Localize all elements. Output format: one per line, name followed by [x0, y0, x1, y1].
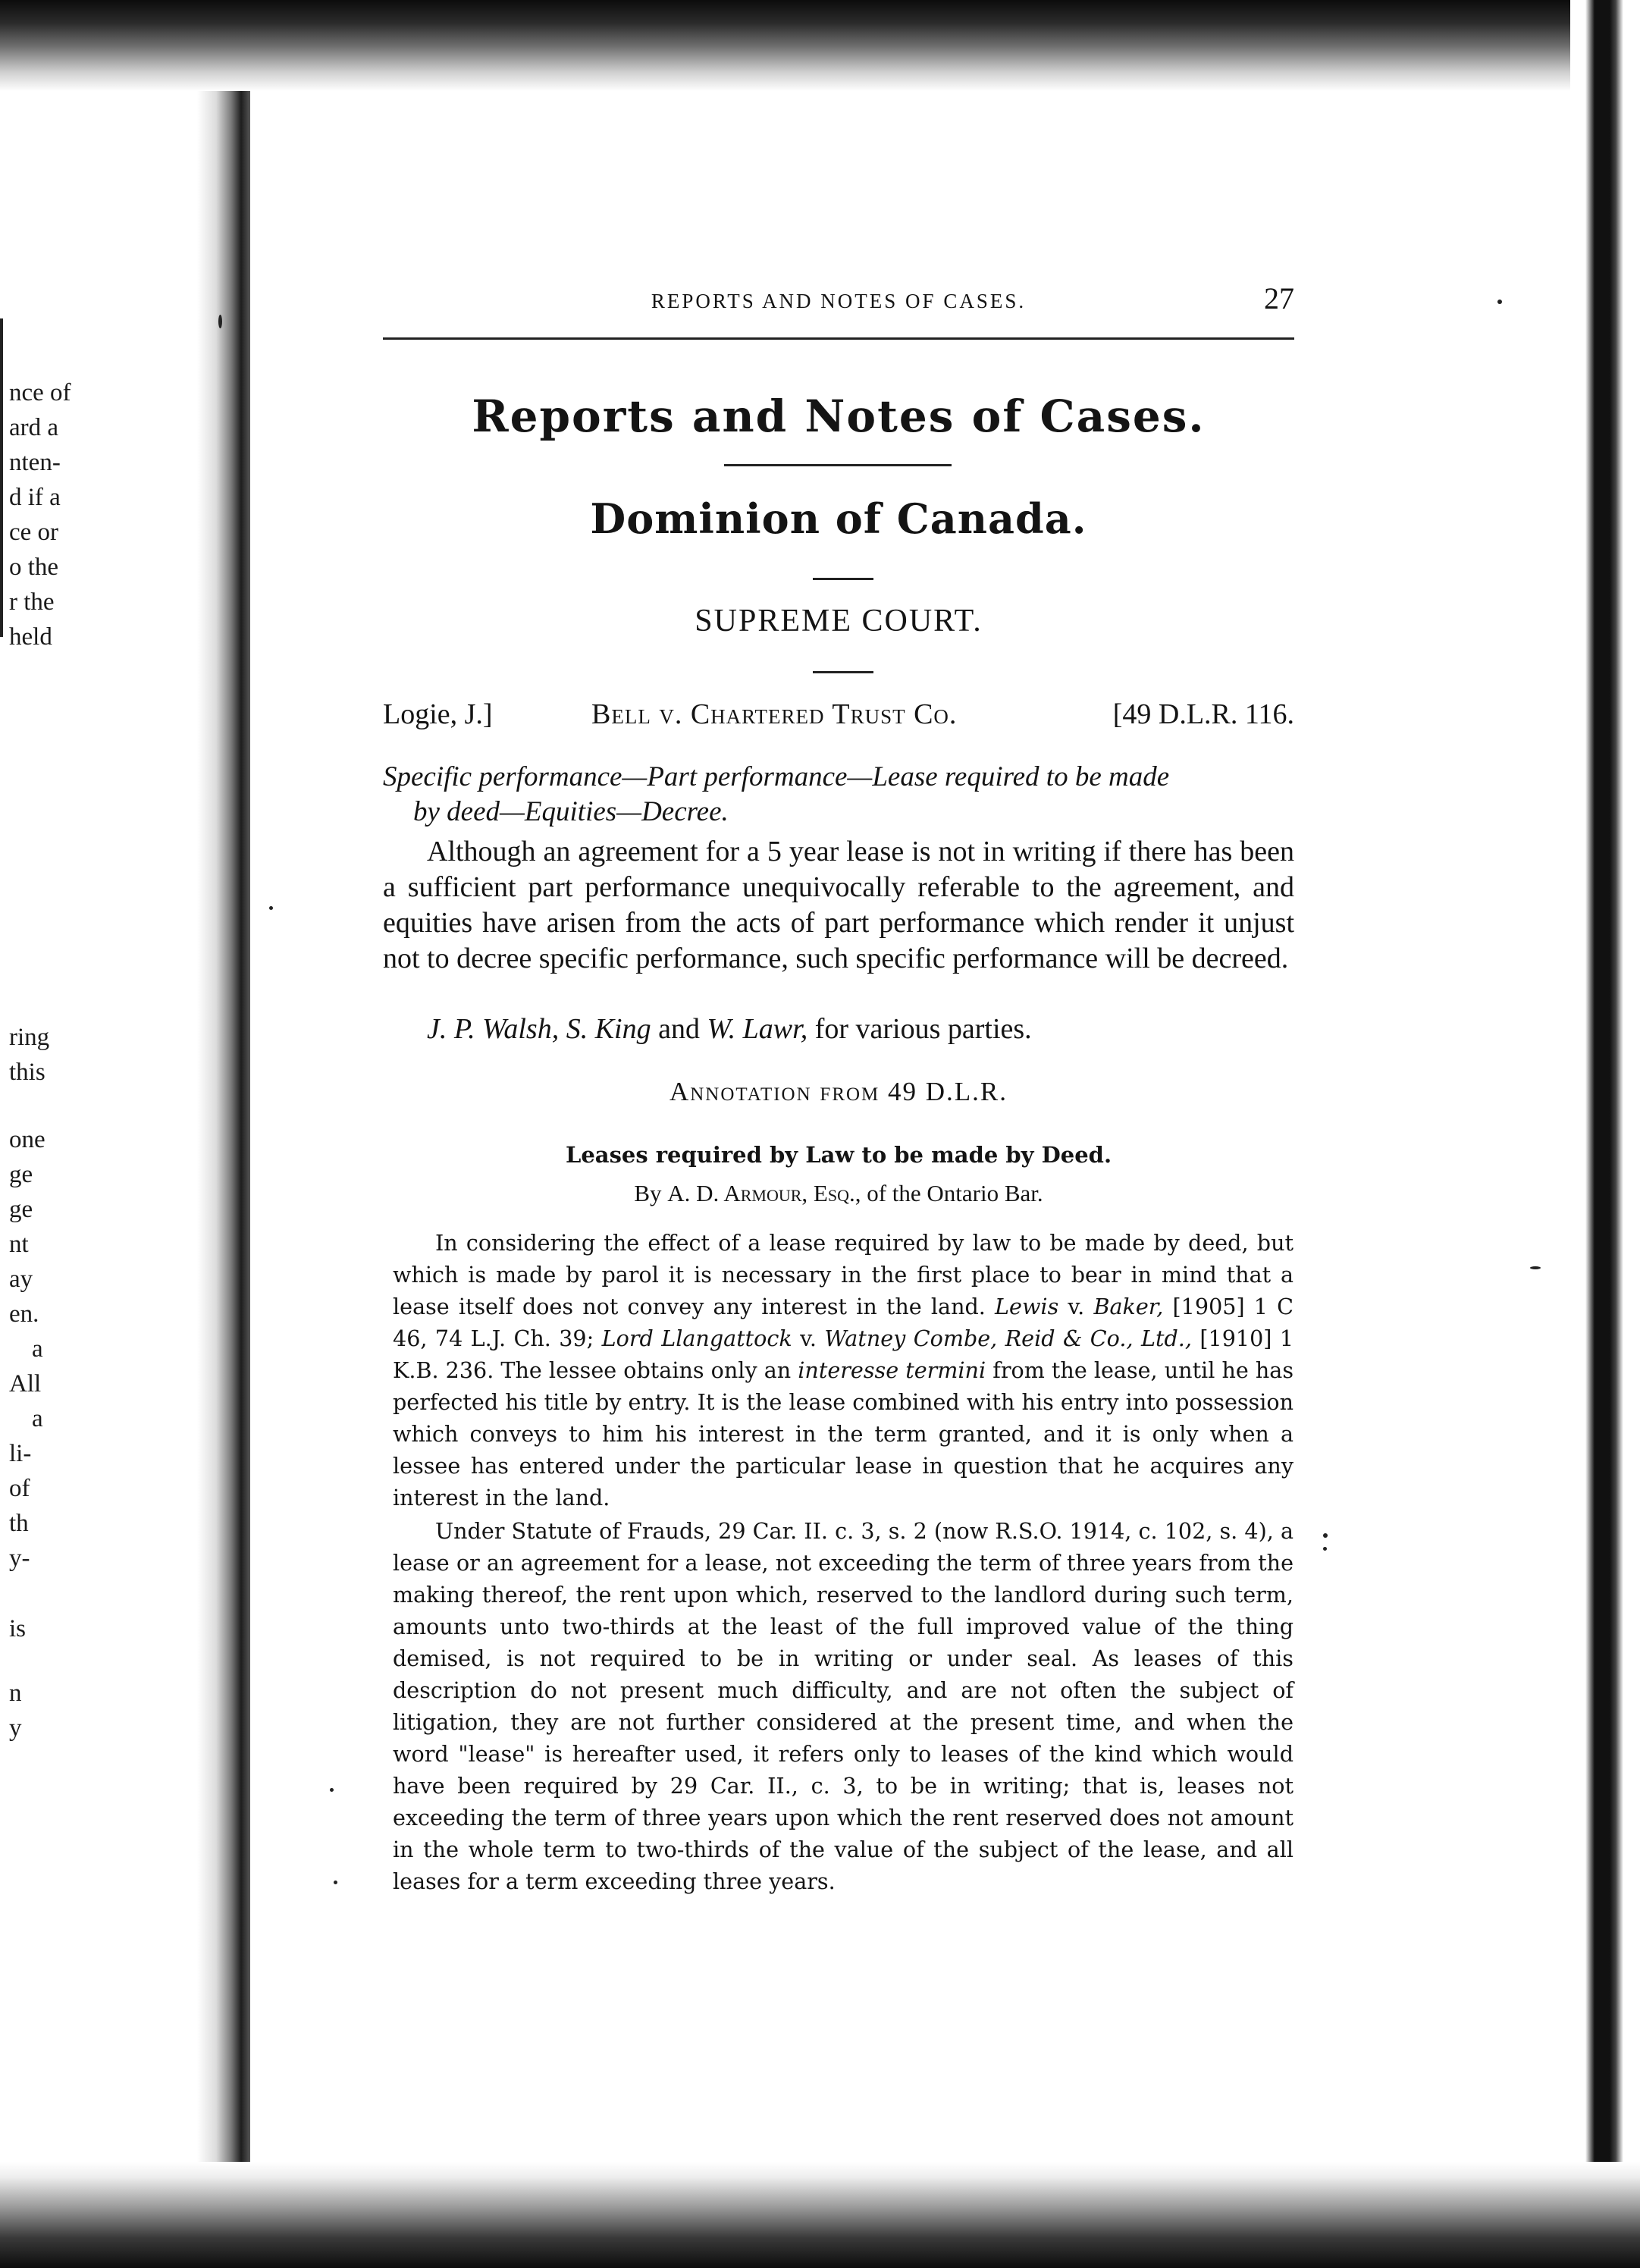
- case-citation: [49 D.L.R. 116.: [1112, 698, 1294, 730]
- case-summary: [383, 834, 1294, 977]
- scan-speck: [1530, 1266, 1541, 1269]
- counsel-role: for various parties.: [814, 1013, 1032, 1045]
- text-run: v.: [800, 1325, 817, 1351]
- title-rule: [724, 464, 952, 466]
- scan-speck: [330, 1788, 334, 1792]
- text-run: In considering the effect of a lease required by law to be made by deed, but which is made by parol it is necessary in the first place to bear in mind that a lease itself does not convey any interest in the land.: [393, 1230, 1293, 1319]
- scan-left-edge: [0, 318, 3, 637]
- facing-page-fragment-5: n y: [9, 1680, 22, 1742]
- case-reference: Lewis: [995, 1294, 1059, 1319]
- counsel-names: J. P. Walsh, S. King: [427, 1013, 651, 1045]
- running-header-title: REPORTS AND NOTES OF CASES.: [651, 290, 1027, 312]
- case-reference: Watney Combe, Reid & Co., Ltd.,: [824, 1325, 1192, 1351]
- summary-paragraph: Although an agreement for a 5 year lease is not in writing if there has been a sufficient part performance unequivocally referable to the agreement, and equities have arisen from the acts of part performance which render it unjust not to decree specific performance, such specific performance will be decreed.: [383, 836, 1294, 974]
- counsel-line: [383, 1012, 1294, 1047]
- scan-speck: [1323, 1533, 1328, 1538]
- case-name: Bell v. Chartered Trust Co.: [591, 698, 958, 730]
- text-run: v.: [1068, 1294, 1085, 1319]
- annotation-body: [393, 1227, 1293, 1899]
- headnote-line: Specific performance—Part performance—Lease required to be made: [383, 761, 1170, 792]
- scan-speck: [1323, 1547, 1327, 1551]
- latin-term: interesse termini: [798, 1357, 986, 1383]
- scan-speck: [269, 906, 273, 910]
- text-run: [1910] 1 K.B. 236. The lessee obtains only an: [393, 1325, 1294, 1383]
- scan-right-border: [1570, 0, 1640, 2268]
- facing-page-fragment-2: ring this: [9, 1024, 50, 1086]
- page-number: 27: [1264, 281, 1294, 315]
- facing-page-fragment-3: one ge ge nt ay en. a All a li- of th y-: [9, 1126, 45, 1572]
- annotation-byline: [383, 1180, 1294, 1207]
- annotation-author: A. D. Armour, Esq.,: [667, 1180, 861, 1206]
- annotation-heading: Annotation from 49 D.L.R.: [669, 1077, 1008, 1106]
- section-title: Reports and Notes of Cases.: [472, 391, 1206, 442]
- annotation-title: Leases required by Law to be made by Deed.: [565, 1142, 1112, 1168]
- text-run: [1905] 1 C 46, 74 L.J. Ch. 39;: [393, 1294, 1293, 1351]
- counsel-last: W. Lawr,: [707, 1013, 808, 1045]
- counsel-conjunction: and: [658, 1013, 700, 1045]
- text-run: from the lease, until he has perfected his title by entry. It is the lease combined with his entry into possession which conveys to him his interest in the term granted, and it is only when a lessee has entered under the particular lease in question that he acquires any interest in the land.: [393, 1357, 1294, 1510]
- facing-page-fragment-1: nce of ard a nten- d if a ce or o the r the held: [9, 379, 71, 651]
- scan-speck: [334, 1881, 337, 1884]
- court-heading: SUPREME COURT.: [695, 604, 983, 638]
- subsection-title: Dominion of Canada.: [590, 494, 1087, 543]
- case-reference: Baker,: [1093, 1294, 1164, 1319]
- scan-speck: [1497, 300, 1502, 304]
- case-caption: [383, 698, 1294, 743]
- headnote-line: by deed—Equities—Decree.: [413, 796, 729, 827]
- facing-page-fragment-4: is: [9, 1615, 27, 1642]
- scan-top-border: [0, 0, 1640, 91]
- annotation-paragraph-1: [393, 1227, 1293, 1514]
- scan-bottom-border: [0, 2162, 1640, 2268]
- running-header: [383, 281, 1294, 341]
- header-rule: [383, 337, 1294, 340]
- case-judge: Logie, J.]: [383, 698, 493, 730]
- byline-prefix: By: [634, 1180, 662, 1206]
- byline-suffix: of the Ontario Bar.: [867, 1180, 1043, 1206]
- short-rule: [813, 671, 873, 673]
- headnote: [383, 760, 1294, 830]
- short-rule: [813, 578, 873, 580]
- case-reference: Lord Llangattock: [601, 1325, 792, 1351]
- annotation-paragraph-2: Under Statute of Frauds, 29 Car. II. c. 3, s. 2 (now R.S.O. 1914, c. 102, s. 4), a lease or an agreement for a lease, not exceeding the term of three years from the making thereof, the rent upon which, reserved to the landlord during such term, amounts unto two-thirds at the least of the full improved value of the thing demised, is not required to be in writing or under seal. As leases of this description do not present much difficulty, and are not often the subject of litigation, they are not further considered at the present time, and when the word "lease" is hereafter used, it refers only to leases of the kind which would have been required by 29 Car. II., c. 3, to be in writing; that is, leases not exceeding the term of three years upon which the rent reserved does not amount in the whole term to two-thirds of the value of the subject of the lease, and all leases for a term exceeding three years.: [393, 1518, 1293, 1894]
- scan-speck: [218, 315, 222, 328]
